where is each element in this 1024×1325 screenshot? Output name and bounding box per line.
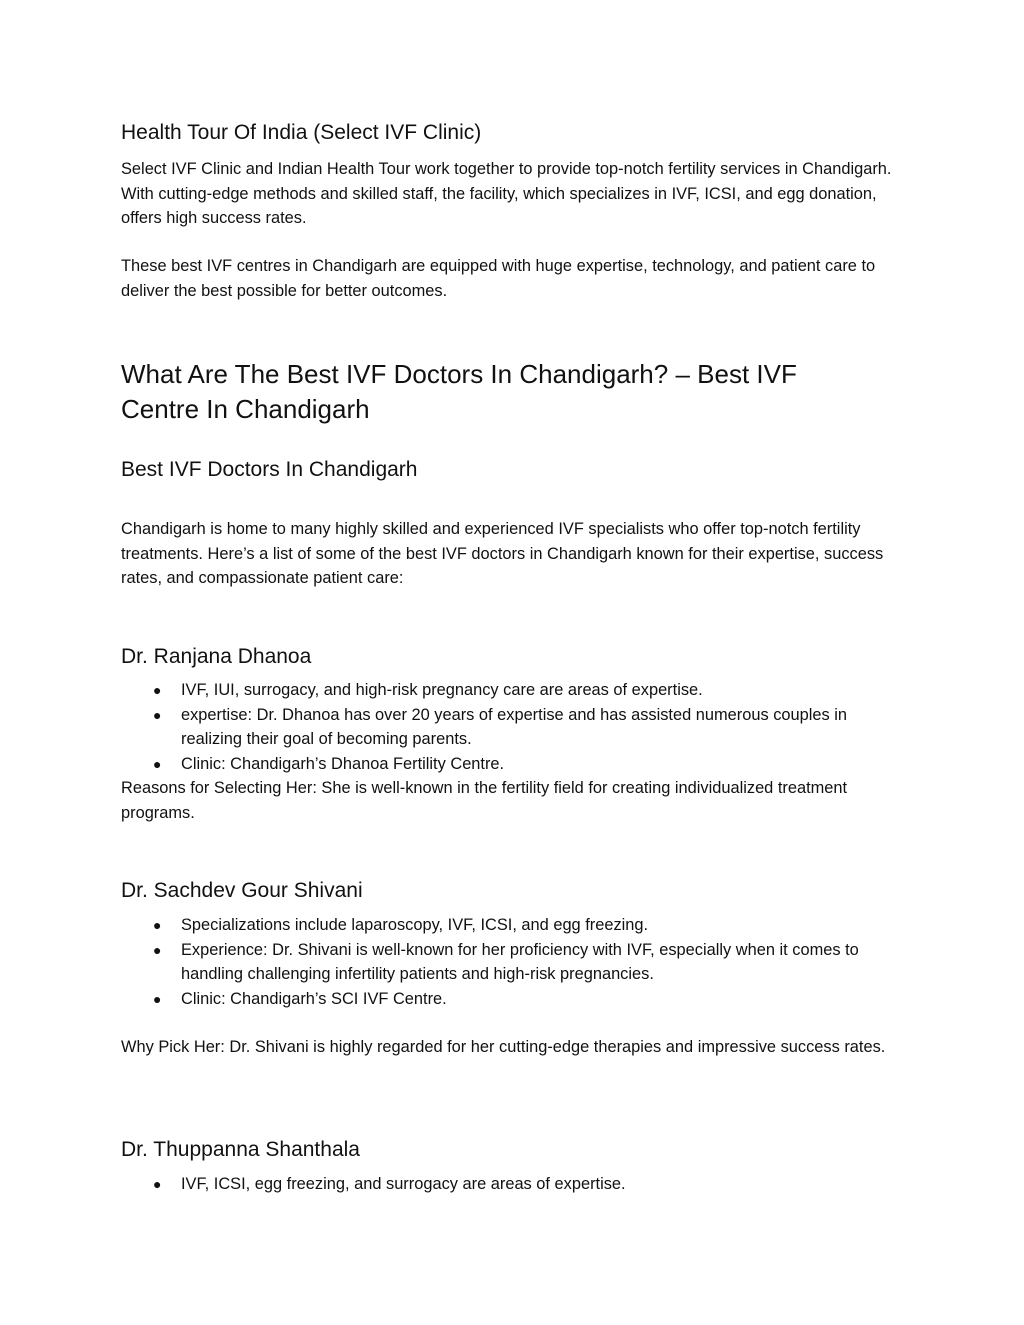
list-item [121, 987, 861, 1012]
list-item-text: Experience: Dr. Shivani is well-known for her proficiency with IVF, especially when it comes to handling challenging infertility patients and high-risk pregnancies. [181, 940, 859, 983]
bullet-icon: ● [153, 1176, 162, 1192]
doctor-1-note: Reasons for Selecting Her: She is well-known in the fertility field for creating individualized treatment programs. [121, 779, 848, 822]
subheading-paragraph: Chandigarh is home to many highly skilled and experienced IVF specialists who offer top-notch fertility treatments. Here’s a list of some of the best IVF doctors in Chandigarh known for their expertise, success rates, and compassionate patient care: [121, 520, 884, 587]
main-heading: What Are The Best IVF Doctors In Chandigarh? – Best IVF Centre In Chandigarh [121, 359, 797, 424]
bullet-icon: ● [153, 706, 162, 723]
section-heading-health-tour: Health Tour Of India (Select IVF Clinic) [121, 121, 482, 144]
list-item-text: Specializations include laparoscopy, IVF, ICSI, and egg freezing. [181, 916, 649, 934]
bullet-icon: ● [153, 755, 162, 772]
list-item-text: expertise: Dr. Dhanoa has over 20 years of expertise and has assisted numerous couples in realizing their goal of becoming parents. [181, 705, 848, 748]
list-item-text: Clinic: Chandigarh’s SCI IVF Centre. [181, 989, 447, 1008]
doctor-1-bullet-list [121, 678, 901, 776]
bullet-icon: ● [153, 941, 162, 958]
doctor-name-ranjana-dhanoa: Dr. Ranjana Dhanoa [121, 645, 312, 668]
bullet-icon: ● [153, 682, 162, 698]
bullet-icon: ● [153, 917, 162, 933]
list-item [121, 703, 861, 752]
list-item [121, 1172, 861, 1197]
list-item [121, 678, 861, 703]
list-item [121, 913, 861, 938]
intro-paragraph-1: Select IVF Clinic and Indian Health Tour work together to provide top-notch fertility services in Chandigarh. With cutting-edge methods and skilled staff, the facility, which specializes in IVF, ICSI, and egg donation, offers high success rates. [121, 160, 892, 227]
doctor-2-bullet-list [121, 913, 901, 1011]
list-item-text: IVF, ICSI, egg freezing, and surrogacy are areas of expertise. [181, 1175, 626, 1193]
doctor-3-bullet-list [121, 1172, 901, 1197]
list-item [121, 752, 861, 777]
list-item [121, 938, 861, 987]
doctor-name-thuppanna-shanthala: Dr. Thuppanna Shanthala [121, 1138, 360, 1161]
doctor-2-note: Why Pick Her: Dr. Shivani is highly regarded for her cutting-edge therapies and impressive success rates. [121, 1038, 886, 1056]
subheading-best-doctors: Best IVF Doctors In Chandigarh [121, 458, 418, 481]
list-item-text: IVF, IUI, surrogacy, and high-risk pregnancy care are areas of expertise. [181, 681, 703, 699]
list-item-text: Clinic: Chandigarh’s Dhanoa Fertility Centre. [181, 754, 505, 773]
intro-paragraph-2: These best IVF centres in Chandigarh are equipped with huge expertise, technology, and patient care to deliver the best possible for better outcomes. [121, 257, 876, 300]
doctor-name-sachdev-gour-shivani: Dr. Sachdev Gour Shivani [121, 879, 363, 902]
bullet-icon: ● [153, 990, 162, 1007]
